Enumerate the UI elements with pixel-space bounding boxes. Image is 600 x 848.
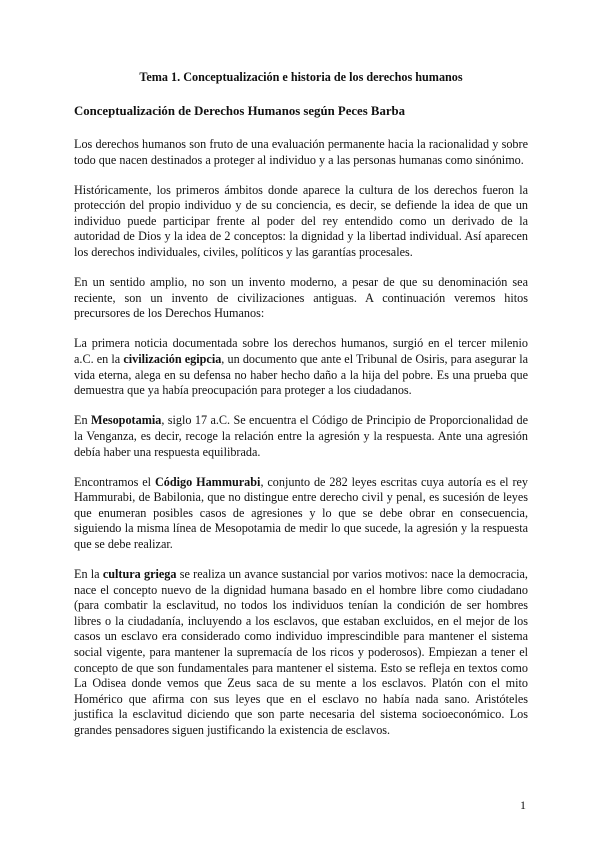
- section-subtitle: Conceptualización de Derechos Humanos según Peces Barba: [74, 104, 406, 118]
- bold-term: Código Hammurabi: [154, 474, 261, 489]
- body-paragraph: [74, 567, 528, 739]
- document-page: [74, 70, 528, 753]
- bold-term: Mesopotamia: [90, 413, 162, 428]
- body-paragraph: [74, 413, 528, 460]
- paragraph-text: La primera noticia documentada sobre los derechos humanos, surgió en el tercer milenio a.C. en la: [74, 336, 528, 367]
- paragraph-text: se realiza un avance sustancial por varios motivos: nace la democracia, nace el concepto nuevo de la dignidad humana basado en el hombre libre como ciudadano (para combatir la esclavitud, no todos los individuos tenían la condición de ser hombres libres o la ciudadanía, incluyendo a los esclavos, que estaban excluidos, en el mejor de los casos un esclavo era considerado como individuo imprescindible para mantener el sistema social vigente, para mantener la supremacía de los ricos y poderosos). Empiezan a tener el concepto de que son fundamentales para mantener el sistema. Esto se refleja en textos como La Odisea donde vemos que Zeus saca de su mente a los esclavos. Platón con el mito Homérico que afirma con sus leyes que en el esclavo no había nada sano. Aristóteles justifica la esclavitud diciendo que son parte necesaria del sistema socioeconómico. Los grandes pensadores siguen justificando la existencia de esclavos.: [74, 567, 528, 737]
- body-paragraph: [74, 275, 528, 322]
- body-paragraph: [74, 475, 528, 553]
- paragraph-text: En la: [74, 567, 103, 582]
- body-paragraph: [74, 183, 528, 261]
- paragraph-text: En un sentido amplio, no son un invento moderno, a pesar de que su denominación sea reciente, son un invento de civilizaciones antiguas. A continuación veremos hitos precursores de los Derechos Humanos:: [74, 275, 528, 321]
- body-paragraph: [74, 336, 528, 398]
- bold-term: cultura griega: [102, 567, 177, 582]
- paragraph-text: Encontramos el: [74, 474, 155, 489]
- document-body: [74, 137, 528, 739]
- paragraph-text: , siglo 17 a.C. Se encuentra el Código de Principio de Proporcionalidad de la Venganza, es decir, recoge la relación entre la agresión y la respuesta. Ante una agresión debía haber una respuesta equilibrada.: [74, 413, 528, 459]
- body-paragraph: [74, 137, 528, 168]
- paragraph-text: En: [74, 413, 91, 428]
- paragraph-text: Los derechos humanos son fruto de una evaluación permanente hacia la racionalidad y sobre todo que nacen destinados a proteger al individuo y a las personas humanas como sinónimo.: [74, 137, 528, 167]
- document-title: Tema 1. Conceptualización e historia de los derechos humanos: [139, 70, 463, 84]
- bold-term: civilización egipcia: [123, 352, 222, 367]
- paragraph-text: Históricamente, los primeros ámbitos donde aparece la cultura de los derechos fueron la protección del propio individuo y de su conciencia, es decir, se defiende la idea de que un individuo puede participar frente al poder del rey entendido como un derivado de la autoridad de Dios y la idea de 2 conceptos: la dignidad y la libertad individual. Así aparecen los derechos individuales, civiles, políticos y las garantías procesales.: [74, 182, 528, 260]
- paragraph-text: , un documento que ante el Tribunal de Osiris, para asegurar la vida eterna, alega en su defensa no haber hecho daño a la hija del pobre. Es una prueba que demuestra que ya había preocupación para proteger a los ciudadanos.: [74, 352, 528, 398]
- paragraph-text: , conjunto de 282 leyes escritas cuya autoría es el rey Hammurabi, de Babilonia, que no distingue entre derecho civil y penal, es sucesión de leyes que enumeran posibles casos de agresiones y lo que se debe obrar en consecuencia, siguiendo la misma línea de Mesopotamia de medir lo que sucede, la agresión y la respuesta que se debe realizar.: [74, 474, 529, 551]
- page-number: 1: [520, 798, 526, 812]
